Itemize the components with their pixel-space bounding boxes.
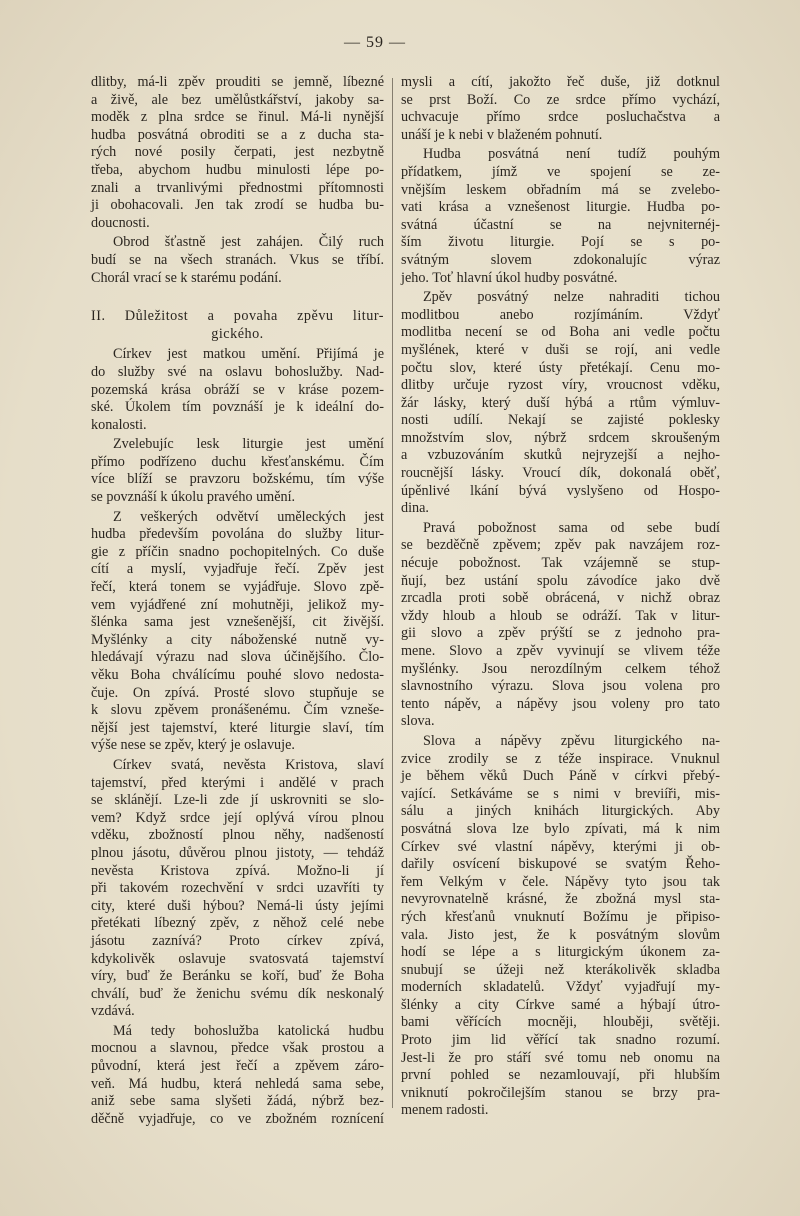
text-line: Myšlénky a city náboženské nutně vy- — [91, 631, 384, 648]
text-line: menem radosti. — [401, 1102, 489, 1119]
paragraph — [91, 74, 384, 232]
text-line: úpěnlivé lkání bývá vyslyšeno od Hospo- — [401, 482, 720, 499]
text-line: se bezděčně zpěvem; zpěv pak navzájem roz- — [401, 537, 720, 554]
paragraph — [401, 289, 720, 518]
text-line: třeba, abychom hudbu minulosti lépe po- — [91, 161, 384, 178]
text-line: a vzbuzováním skutků nejryzejší a nejho- — [401, 447, 720, 464]
text-line: modlitbou anebo rozjímáním. Vždyť — [401, 306, 720, 323]
text-line: jásotu zaznívá? Proto církev zpívá, — [91, 932, 384, 949]
text-line: první pohled se nezamlouvají, při hlubším — [401, 1067, 720, 1084]
text-line: dlitby, má-li zpěv prouditi se jemně, líbezné — [91, 74, 384, 90]
heading-line: gického. — [211, 325, 264, 342]
text-line: víry, buď že Beránku se koří, buď že Boha — [91, 968, 384, 985]
text-line: Jest-li že pro stáří své tomu neb onomu na — [401, 1049, 720, 1066]
text-line: se prst Boží. Co ze srdce přímo vychází, — [401, 91, 720, 108]
text-line: znali a trvanlivými přednostmi přítomnosti — [91, 179, 384, 196]
text-line: Hudba posvátná není tudíž pouhým — [423, 146, 720, 163]
text-line: unáší je k nebi v blaženém pohnutí. — [401, 126, 603, 143]
text-line: mocnou a slavnou, předce však prostou a — [91, 1040, 384, 1057]
text-line: přímo podřízeno duchu křesťanskému. Čím — [91, 453, 384, 470]
text-line: Chorál vrací se k starému podání. — [91, 269, 282, 286]
text-line: svátná účastní se na nejvniternéj- — [401, 216, 720, 233]
text-line: vem? Když srdce její oplývá vírou plnou — [91, 809, 384, 826]
text-line: cítí a myslí, vyjadřuje řečí. Zpěv jest — [91, 561, 384, 578]
text-line: se sklánějí. Lze-li zde jí uskrovniti se slo- — [91, 792, 384, 809]
text-line: Církev svatá, nevěsta Kristova, slaví — [113, 756, 384, 773]
text-line: zrcadla proti sobě obrácená, v nichž obraz — [401, 590, 720, 607]
heading-line: II. Důležitost a povaha zpěvu litur- — [91, 308, 384, 325]
text-line: myšlének, které v duši se rojí, ani vedle — [401, 341, 720, 358]
paragraph — [91, 1023, 384, 1129]
text-line: hudba posvátná obroditi se a z ducha sta- — [91, 126, 384, 143]
text-line: gii slovo a zpěv prýští se z jednoho pra- — [401, 625, 720, 642]
text-line: vděku, zbožností plnou něhy, nadšeností — [91, 827, 384, 844]
text-line: posvátná slova lze bylo zpívati, má k nim — [401, 820, 720, 837]
text-line: Církev jest matkou umění. Přijímá je — [113, 346, 384, 363]
paragraph — [91, 509, 384, 755]
text-line: vající. Setkáváme se s nimi v breviíři, mis- — [401, 785, 720, 802]
text-line: vala. Jisto jest, že k posvátným slovům — [401, 926, 720, 943]
text-line: bami věřících mocněji, hlouběji, světěji. — [401, 1014, 720, 1031]
text-line: děčně vyjadřuje, co ve zbožném roznícení — [91, 1110, 384, 1127]
text-line: myšlénky. Jsou nerozdílným celkem téhož — [401, 660, 720, 677]
text-line: ším životu liturgie. Pojí se s po- — [401, 234, 720, 251]
paragraph — [91, 436, 384, 506]
text-line: sálu a jiných knihách liturgických. Aby — [401, 803, 720, 820]
text-line: ňují, bez ustání spolu závodíce jako dvě — [401, 572, 720, 589]
text-line: Zpěv posvátný nelze nahraditi tichou — [423, 289, 720, 306]
text-line: konalosti. — [91, 416, 147, 433]
text-line: rých nové posily čerpati, jest nezbytně — [91, 144, 384, 161]
paragraph — [91, 757, 384, 1021]
text-line: k slovu zpěvem pronášenému. Čím vzneše- — [91, 702, 384, 719]
text-line: vem vyjádřené zní mohutněji, jelikož my- — [91, 596, 384, 613]
text-line: city, které duši hýbou? Nemá-li ústy jejími — [91, 897, 384, 914]
text-line: výše nese se zpěv, který je oslavuje. — [91, 737, 295, 754]
text-line: snubují se úžeji než kterákolivěk skladba — [401, 961, 720, 978]
text-line: vniknutí pokročilejším stanou se brzy pra- — [401, 1084, 720, 1101]
text-line: Má tedy bohoslužba katolická hudbu — [113, 1022, 384, 1039]
text-line: věku Boha chválícímu pouhé slovo nedosta- — [91, 667, 384, 683]
text-line: veň. Má hudbu, která nehledá sama sebe, — [91, 1075, 384, 1092]
text-line: šlénka sama jest vznešenější, cit živější. — [91, 614, 384, 631]
text-line: množstvím slov, nýbrž srdcem skroušeným — [401, 429, 720, 446]
text-line: při takovém rozechvění v srdci uzavříti ty — [91, 880, 384, 897]
text-line: vnějším leskem obřadním má se zvelebo- — [401, 181, 720, 198]
text-line: původní, která jest řečí a zpěvem záro- — [91, 1058, 384, 1075]
text-line: ji obohacovali. Jen tak zrodí se hudba bu- — [91, 197, 384, 214]
text-line: budí se na všech stranách. Vkus se tříbí. — [91, 251, 384, 268]
text-line: Slova a nápěvy zpěvu liturgického na- — [423, 732, 720, 749]
text-line: Proto jim lid věřící tak snadno rozumí. — [401, 1032, 720, 1049]
text-line: žár lásky, který duší hýbá a rtům výmluv- — [401, 394, 720, 411]
text-line: přetékati líbezný zpěv, z něhož celé nebe — [91, 915, 384, 932]
text-line: nosti udílí. Nekají se zajisté poklesky — [401, 412, 720, 429]
text-line: modlitba necení se od Boha ani vedle počtu — [401, 324, 720, 341]
paragraph — [401, 146, 720, 287]
text-line: dařily osvícení biskupové se svatým Řeho- — [401, 856, 720, 873]
text-line: počtu slov, které ústy přetékají. Cenu mo- — [401, 359, 720, 376]
text-line: nevěsta Kristova zpívá. Možno-li jí — [91, 862, 384, 879]
paragraph — [401, 74, 720, 144]
text-line: svátným slovem zdokonalujíc výraz — [401, 251, 720, 268]
text-line: roucnější lásky. Vroucí dík, dokonalá oběť, — [401, 465, 720, 482]
text-line: vždy hloub a hloub se odráží. Tak v litur- — [401, 607, 720, 624]
column-divider — [392, 78, 393, 1108]
text-line: dina. — [401, 500, 429, 517]
text-line: hodí se lépe a s liturgickým úkonem za- — [401, 944, 720, 961]
text-line: slavnostního výrazu. Slova jsou volena pro — [401, 678, 720, 695]
text-line: řečí, která tonem se vyjádřuje. Slovo zpě- — [91, 579, 384, 596]
text-line: Obrod šťastně jest zahájen. Čilý ruch — [113, 234, 384, 251]
text-line: šlénky a city Církve samé a hýbají útro- — [401, 996, 720, 1013]
text-line: nevyrovnatelně krásné, že zbožná mysl sta- — [401, 891, 720, 908]
text-line: tento nápěv, a nápěvy jsou voleny pro tato — [401, 695, 720, 712]
text-line: Církev své vlastní nápěvy, kterými ji ob- — [401, 838, 720, 855]
paragraph — [91, 346, 384, 434]
text-line: mene. Slovo a zpěv vyvinují se vlivem téže — [401, 643, 720, 659]
paragraph — [401, 520, 720, 731]
text-line: Z veškerých odvětví uměleckých jest — [113, 508, 384, 525]
text-line: slova. — [401, 713, 435, 730]
text-line: nécuje pobožnost. Tak vzájemně se stup- — [401, 555, 720, 572]
section-heading — [91, 308, 384, 343]
text-line: nější jest tajemství, které liturgie slaví, tím — [91, 719, 384, 736]
right-column — [401, 74, 720, 1120]
text-line: plnou jásotu, důvěrou plnou jistoty, — tehdáž — [91, 844, 384, 861]
text-line: Pravá pobožnost sama od sebe budí — [423, 519, 720, 536]
text-line: moderních skladatelů. Vždyť vyjadřují my- — [401, 979, 720, 996]
text-line: doucnosti. — [91, 214, 150, 231]
text-line: a živě, ale bez umělůstkářství, jakoby sa- — [91, 91, 384, 108]
text-line: řem Velkým v čele. Nápěvy tyto jsou tak — [401, 873, 720, 890]
text-line: čuje. On zpívá. Prosté slovo stupňuje se — [91, 684, 384, 701]
text-line: jeho. Toť hlavní úkol hudby posvátné. — [401, 269, 618, 286]
text-line: je během věků Duch Páně v církvi přebý- — [401, 768, 720, 785]
text-line: mysli a cítí, jakožto řeč duše, již dotknul — [401, 74, 720, 90]
spacer — [91, 287, 384, 308]
text-line: hudba především povolána do služby litur- — [91, 526, 384, 543]
text-line: rých křesťanů vnuknutí Božímu je připiso- — [401, 908, 720, 925]
text-line: zvice zrodily se z téže inspirace. Vnuknul — [401, 750, 720, 767]
text-line: dlitby určuje ryzost víry, vroucnost vděku, — [401, 377, 720, 394]
paragraph — [401, 733, 720, 1120]
text-line: kdykolivěk oslavuje svatosvatá tajemství — [91, 950, 384, 967]
text-line: více blíží se pravzoru božskému, tím výše — [91, 471, 384, 488]
text-line: vzdává. — [91, 1003, 135, 1020]
text-line: gie z příčin snadno pochopitelných. Co duše — [91, 543, 384, 560]
text-line: moděk z plna srdce se řinul. Má-li nynější — [91, 109, 384, 126]
text-line: vati krása a vznešenost liturgie. Hudba po- — [401, 199, 720, 216]
text-line: do služby své na oslavu bohoslužby. Nad- — [91, 363, 384, 380]
paragraph — [91, 234, 384, 287]
text-line: ské. Úkolem tím povznáší je k ideální do- — [91, 399, 384, 416]
text-line: aniž sebe sama slyšeti žádá, nýbrž bez- — [91, 1093, 384, 1110]
text-line: Zvelebujíc lesk liturgie jest umění — [113, 436, 384, 453]
text-line: uchvacuje přímo srdce posluchačstva a — [401, 109, 720, 126]
text-line: se povznáší k úkolu pravého umění. — [91, 489, 296, 506]
page-number: — 59 — — [344, 34, 406, 51]
text-line: přídatkem, jímž ve spojení se ze- — [401, 163, 720, 180]
left-column — [91, 74, 384, 1128]
text-line: chválí, buď že ženichu svému dík neskonalý — [91, 985, 384, 1002]
text-line: hledávají výrazu nad slova účinějšího. Člo- — [91, 649, 384, 666]
text-line: tajemství, před kterými i andělé v prach — [91, 774, 384, 791]
text-line: pozemská krása obráží se v kráse pozem- — [91, 381, 384, 398]
